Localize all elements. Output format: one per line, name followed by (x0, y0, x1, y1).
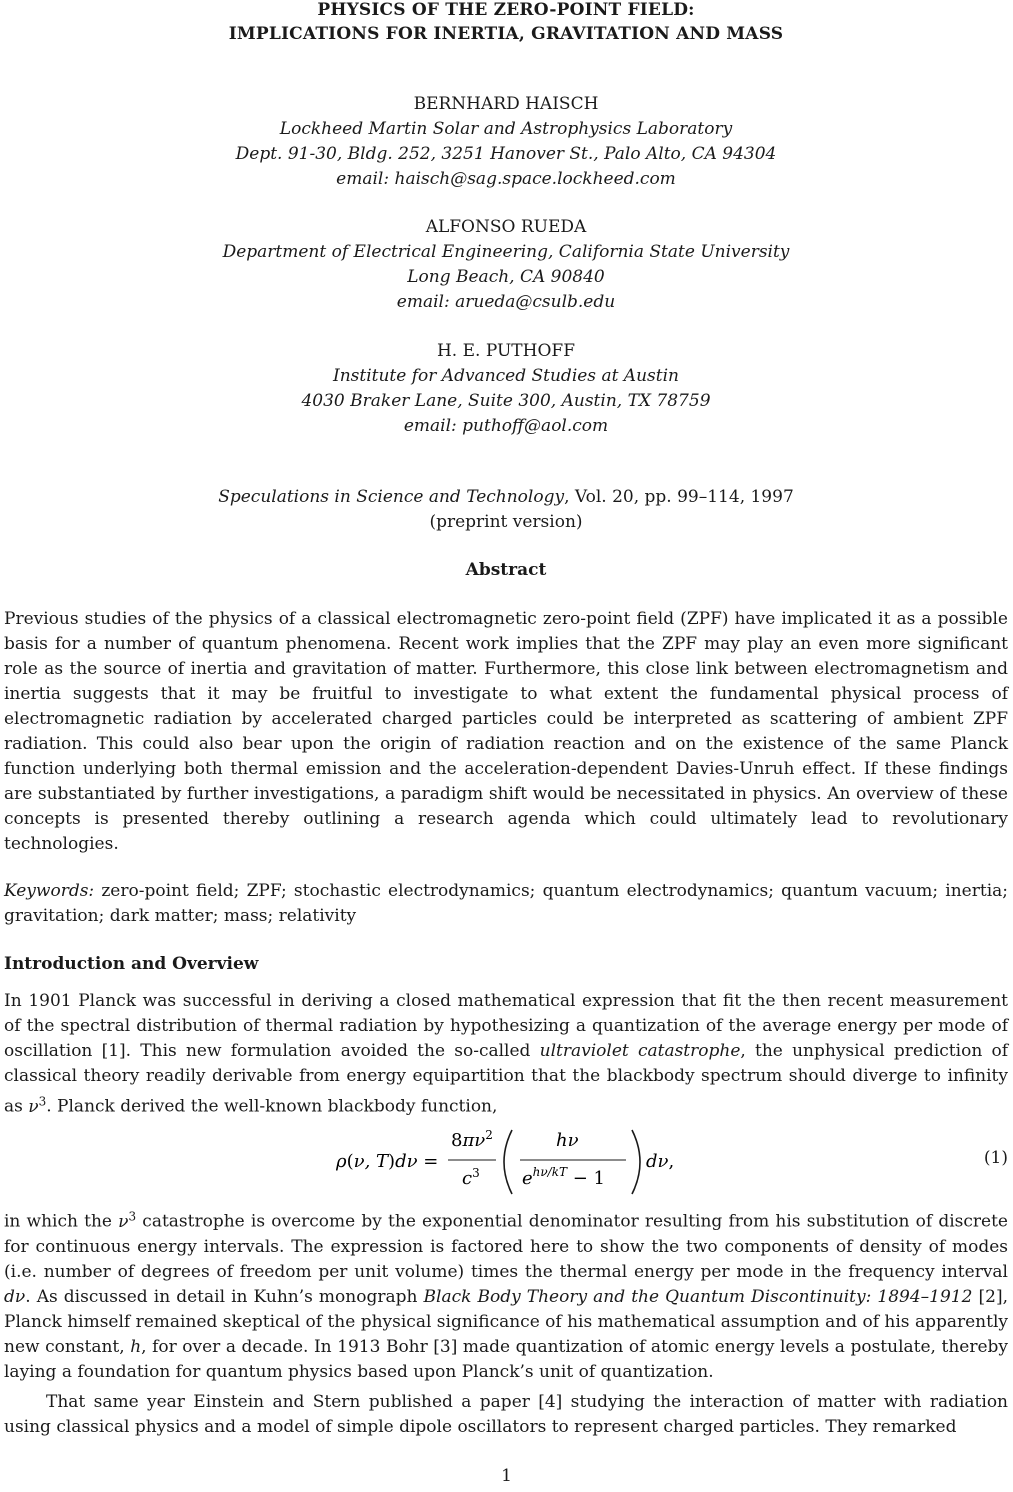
intro-paragraph-3: That same year Einstein and Stern published a paper [4] studying the interaction of matter with radiation using classical physics and a model of simple dipole oscillators to represent charged particles. They remarked (4, 1392, 1008, 1437)
author-name: ALFONSO RUEDA (425, 217, 587, 237)
author-affiliation: Institute for Advanced Studies at Austin (333, 366, 679, 386)
svg-text:ehν/kT − 1: $e^{h\nu/kT} - 1$ (522, 1165, 605, 1189)
section-heading-introduction: Introduction and Overview (4, 954, 259, 974)
publication-line (4, 485, 1008, 510)
keywords (4, 879, 1008, 929)
author-name: H. E. PUTHOFF (436, 341, 575, 361)
intro-paragraph-1 (4, 989, 1008, 1120)
svg-text:dν,: dν, (646, 1151, 675, 1172)
intro-paragraph-2 (4, 1204, 1008, 1385)
math-h: h (130, 1336, 142, 1357)
svg-text:c3: $c^3$ (462, 1166, 480, 1189)
text-run: . Planck derived the well-known blackbody function, (46, 1096, 498, 1117)
svg-text:ρ(ν, T)dν =: ρ(ν, T)dν = (336, 1151, 439, 1172)
book-title: Black Body Theory and the Quantum Discontinuity: 1894–1912 (423, 1286, 973, 1307)
author-address: 4030 Braker Lane, Suite 300, Austin, TX 78759 (301, 391, 711, 411)
journal-details: , Vol. 20, pp. 99–114, 1997 (564, 487, 794, 507)
abstract-heading: Abstract (465, 560, 547, 580)
author-block-puthoff (4, 339, 1008, 439)
title-line-1: PHYSICS OF THE ZERO-POINT FIELD: (317, 0, 695, 20)
svg-text:hν: hν (556, 1130, 579, 1151)
emphasis-text: ultraviolet catastrophe (539, 1041, 741, 1061)
math-nu-cubed: $\nu^3$ (28, 1094, 47, 1117)
svg-text:8πν2: $8\pi\nu^2$ (451, 1128, 493, 1151)
text-run: catastrophe is overcome by the exponential denominator resulting from his substitution of discrete for continuous energy intervals. The expression is factored here to show the two components of density of modes (i.e. number of degrees of freedom per unit volume) times the thermal energy per mode in the frequency interval (4, 1211, 1008, 1282)
text-run: [2], Planck himself remained skeptical of the physical significance of his mathematical assumption and of his apparently new constant, (4, 1286, 1008, 1357)
math-nu-cubed: $\nu^3$ (118, 1209, 137, 1232)
equation-number: (1) (983, 1148, 1008, 1168)
author-block-rueda (4, 215, 1008, 315)
keywords-text: zero-point field; ZPF; stochastic electrodynamics; quantum electrodynamics; quantum vacuum; inertia; gravitation; dark matter; mass; relativity (4, 881, 1008, 926)
text-run: , the unphysical prediction of classical theory readily derivable from energy equipartition that the blackbody spectrum should diverge to infinity as (4, 1041, 1009, 1117)
author-address: Long Beach, CA 90840 (407, 267, 605, 287)
journal-name: Speculations in Science and Technology (218, 487, 565, 507)
abstract-text: Previous studies of the physics of a classical electromagnetic zero-point field (ZPF) have implicated it as a possible basis for a number of quantum phenomena. Recent work implies that the ZPF may play an even more significant role as the source of inertia and gravitation of matter. Furthermore, this close link between electromagnetism and inertia suggests that it may be fruitful to investigate to what extent the fundamental physical process of electromagnetic radiation by accelerated charged particles could be interpreted as scattering of ambient ZPF radiation. This could also bear upon the origin of radiation reaction and on the existence of the same Planck function underlying both thermal emission and the acceleration-dependent Davies-Unruh effect. If these findings are substantiated by further investigations, a paradigm shift would be necessitated in physics. An overview of these concepts is presented thereby outlining a research agenda which could ultimately lead to revolutionary technologies. (4, 609, 1008, 854)
preprint-note: (preprint version) (429, 512, 583, 532)
page-number: 1 (501, 1466, 512, 1486)
author-address: Dept. 91-30, Bldg. 252, 3251 Hanover St., Palo Alto, CA 94304 (235, 144, 777, 164)
author-block-haisch (4, 92, 1008, 192)
author-email: email: puthoff@aol.com (403, 416, 609, 436)
author-email: email: haisch@sag.space.lockheed.com (336, 169, 676, 189)
title-line-2: IMPLICATIONS FOR INERTIA, GRAVITATION AND MASS (228, 24, 784, 44)
keywords-label: Keywords: (4, 881, 95, 901)
author-affiliation: Department of Electrical Engineering, California State University (222, 242, 790, 262)
text-run: , for over a decade. In 1913 Bohr [3] made quantization of atomic energy levels a postulate, thereby laying a foundation for quantum physics based upon Planck’s unit of quantization. (4, 1336, 1008, 1382)
author-name: BERNHARD HAISCH (413, 94, 599, 114)
math-dnu: dν (4, 1286, 26, 1307)
text-run: In 1901 Planck was successful in deriving a closed mathematical expression that fit the then recent measurement of the spectral distribution of thermal radiation by hypothesizing a quantization of the average energy per mode of oscillation [1]. This new formulation avoided the so-called (4, 991, 1008, 1061)
text-run: in which the (4, 1211, 119, 1232)
equation-1 (4, 1124, 1008, 1200)
planck-formula (336, 1124, 676, 1200)
paper-title (4, 0, 1008, 46)
publication-info (4, 485, 1008, 535)
author-affiliation: Lockheed Martin Solar and Astrophysics Laboratory (279, 119, 733, 139)
text-run: . As discussed in detail in Kuhn’s monograph (25, 1286, 424, 1307)
equation-body (4, 1124, 1008, 1204)
author-email: email: arueda@csulb.edu (396, 292, 616, 312)
